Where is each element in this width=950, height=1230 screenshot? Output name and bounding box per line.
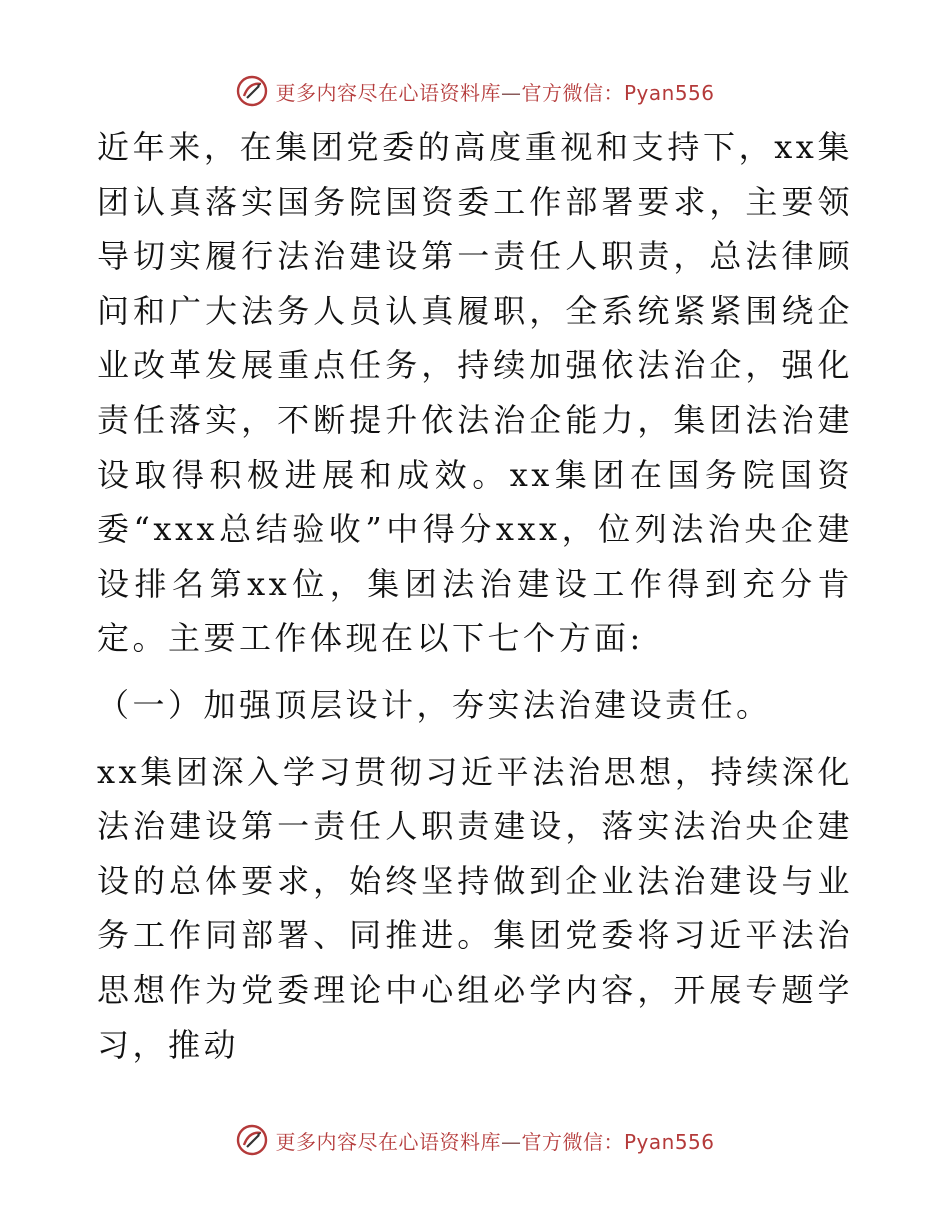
banner-label: 官方微信： [521,1129,624,1154]
brand-logo-icon [235,1123,269,1157]
banner-separator: — [500,1129,522,1154]
section-heading: （一）加强顶层设计，夯实法治建设责任。 [97,685,772,724]
banner-text [275,1126,714,1155]
banner-main-text: 更多内容尽在心语资料库 [275,1129,501,1154]
body-paragraph: xx集团深入学习贯彻习近平法治思想，持续深化法治建设第一责任人职责建设，落实法治央企建设的总体要求，始终坚持做到企业法治建设与业务工作同部署、同推进。集团党委将习近平法治思想作为党委理论中心组必学内容，开展专题学习，推动 [97,752,853,1064]
banner-label: 官方微信： [521,80,624,105]
brand-logo-icon [235,74,269,108]
banner-wechat-id: Pyan556 [623,1129,715,1154]
banner-wechat-id: Pyan556 [623,80,715,105]
banner-main-text: 更多内容尽在心语资料库 [275,80,501,105]
banner-text [275,77,714,106]
banner-separator: — [500,80,522,105]
document-body [97,120,853,1072]
body-paragraph: 近年来，在集团党委的高度重视和支持下，xx集团认真落实国务院国资委工作部署要求，主要领导切实履行法治建设第一责任人职责，总法律顾问和广大法务人员认真履职，全系统紧紧围绕企业改革发展重点任务，持续加强依法治企，强化责任落实，不断提升依法治企能力，集团法治建设取得积极进展和成效。xx集团在国务院国资委“xxx总结验收”中得分xxx，位列法治央企建设排名第xx位，集团法治建设工作得到充分肯定。主要工作体现在以下七个方面: [97,128,853,658]
header-watermark-banner [0,71,950,111]
footer-watermark-banner [0,1120,950,1160]
